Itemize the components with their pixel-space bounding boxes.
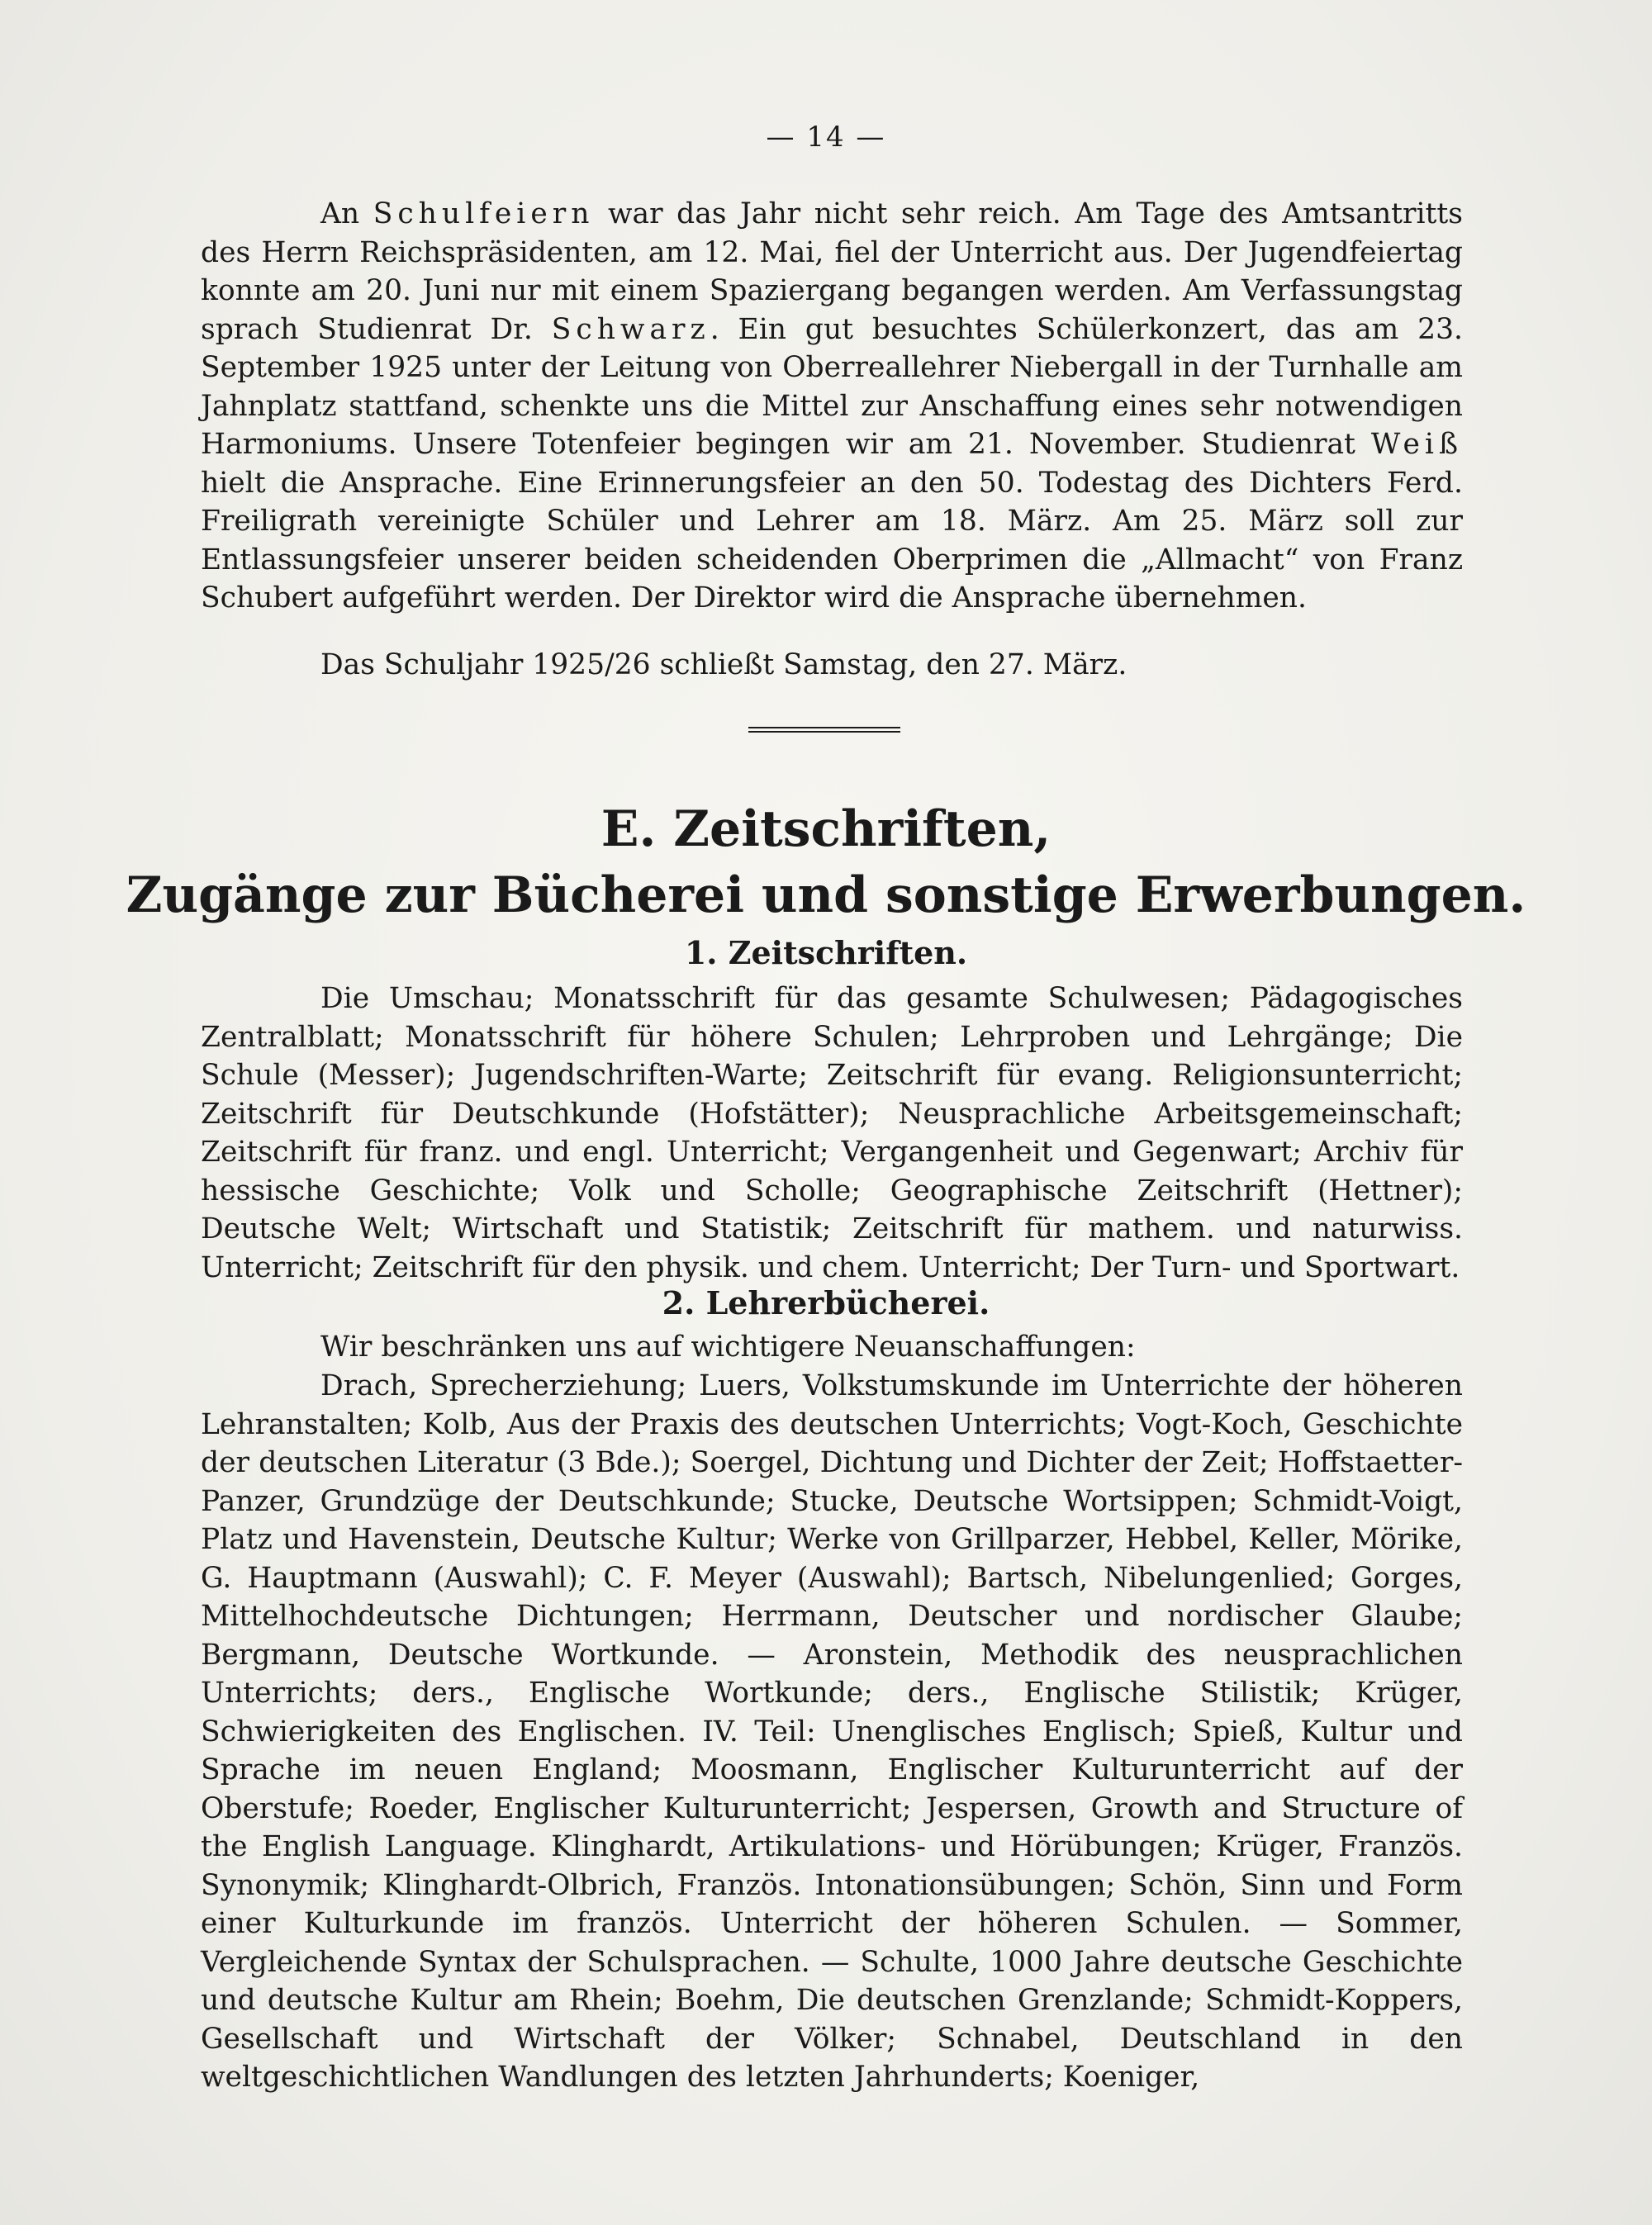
intro-paragraph	[201, 195, 1463, 618]
section-zeitschriften-text: Die Umschau; Monatsschrift für das gesamte Schulwesen; Pädagogisches Zentralblatt; Monatsschrift für höhere Schulen; Lehrproben und Lehrgänge; Die Schule (Messer); Jugendschriften-Warte; Zeitschrift für evang. Religionsunterricht; Zeitschrift für Deutschkunde (Hofstätter); Neusprachliche Arbeitsgemeinschaft; Zeitschrift für franz. und engl. Unterricht; Vergangenheit und Gegenwart; Archiv für hessische Geschichte; Volk und Scholle; Geographische Zeitschrift (Hettner); Deutsche Welt; Wirtschaft und Statistik; Zeitschrift für mathem. und naturwiss. Unterricht; Zeitschrift für den physik. und chem. Unterricht; Der Turn- und Sportwart.	[201, 982, 1463, 1284]
section-title-lehrerbuecherei: 2. Lehrerbücherei.	[662, 1284, 990, 1321]
name-weiss: Weiß	[1370, 428, 1463, 461]
heading-main: E. Zeitschriften,	[601, 800, 1051, 858]
intro-text-4: hielt die Ansprache. Eine Erinnerungsfeier an den 50. Todestag des Dichters Ferd. Freiligrath vereinigte Schüler und Lehrer am 18. März. Am 25. März soll zur Entlassungsfeier unserer beiden scheidenden Oberprimen die „Allmacht“ von Franz Schubert aufgeführt werden. Der Direktor wird die Ansprache übernehmen.	[201, 466, 1463, 614]
section-lehrerbuecherei-text: Drach, Sprecherziehung; Luers, Volkstumskunde im Unterrichte der höheren Lehranstalten; Kolb, Aus der Praxis des deutschen Unterrichts; Vogt-Koch, Geschichte der deutschen Literatur (3 Bde.); Soergel, Dichtung und Dichter der Zeit; Hoffstaetter-Panzer, Grundzüge der Deutschkunde; Stucke, Deutsche Wortsippen; Schmidt-Voigt, Platz und Havenstein, Deutsche Kultur; Werke von Grillparzer, Hebbel, Keller, Mörike, G. Hauptmann (Auswahl); C. F. Meyer (Auswahl); Bartsch, Nibelungenlied; Gorges, Mittelhochdeutsche Dichtungen; Herrmann, Deutscher und nordischer Glaube; Bergmann, Deutsche Wortkunde. — Aronstein, Methodik des neusprachlichen Unterrichts; ders., Englische Wortkunde; ders., Englische Stilistik; Krüger, Schwierigkeiten des Englischen. IV. Teil: Unenglisches Englisch; Spieß, Kultur und Sprache im neuen England; Moosmann, Englischer Kulturunterricht auf der Oberstufe; Roeder, Englischer Kulturunterricht; Jespersen, Growth and Structure of the English Language. Klinghardt, Artikulations- und Hörübungen; Krüger, Französ. Synonymik; Klinghardt-Olbrich, Französ. Intonationsübungen; Schön, Sinn und Form einer Kulturkunde im französ. Unterricht der höheren Schulen. — Sommer, Vergleichende Syntax der Schulsprachen. — Schulte, 1000 Jahre deutsche Geschichte und deutsche Kultur am Rhein; Boehm, Die deutschen Grenzlande; Schmidt-Koppers, Gesellschaft und Wirtschaft der Völker; Schnabel, Deutschland in den weltgeschichtlichen Wandlungen des letzten Jahrhunderts; Koeniger,	[201, 1369, 1463, 2094]
schuljahr-paragraph: Das Schuljahr 1925/26 schließt Samstag, den 27. März.	[320, 648, 1127, 681]
intro-text-2: war das Jahr nicht sehr reich. Am Tage des Amtsantritts des Herrn Reichspräsidenten, am 12. Mai, fiel der Unterricht aus. Der Jugendfeiertag konnte am 20. Juni nur mit einem Spaziergang begangen werden. Am Verfassungstag sprach Studienrat Dr.	[201, 197, 1463, 346]
section-divider	[748, 727, 900, 733]
intro-lead-spaced: Schulfeiern	[373, 197, 595, 230]
heading-sub: Zugänge zur Bücherei und sonstige Erwerbungen.	[126, 866, 1526, 924]
page-number: — 14 —	[766, 121, 886, 154]
section-lehrerbuecherei-intro: Wir beschränken uns auf wichtigere Neuanschaffungen:	[320, 1331, 1136, 1364]
intro-text-3: . Ein gut besuchtes Schülerkonzert, das am 23. September 1925 unter der Leitung von Oberreallehrer Niebergall in der Turnhalle am Jahnplatz stattfand, schenkte uns die Mittel zur Anschaffung eines sehr notwendigen Harmoniums. Unsere Totenfeier begingen wir am 21. November. Studienrat	[201, 312, 1463, 461]
name-schwarz: Schwarz	[551, 312, 710, 346]
intro-text-1: An	[320, 197, 373, 230]
section-title-zeitschriften: 1. Zeitschriften.	[684, 934, 968, 971]
